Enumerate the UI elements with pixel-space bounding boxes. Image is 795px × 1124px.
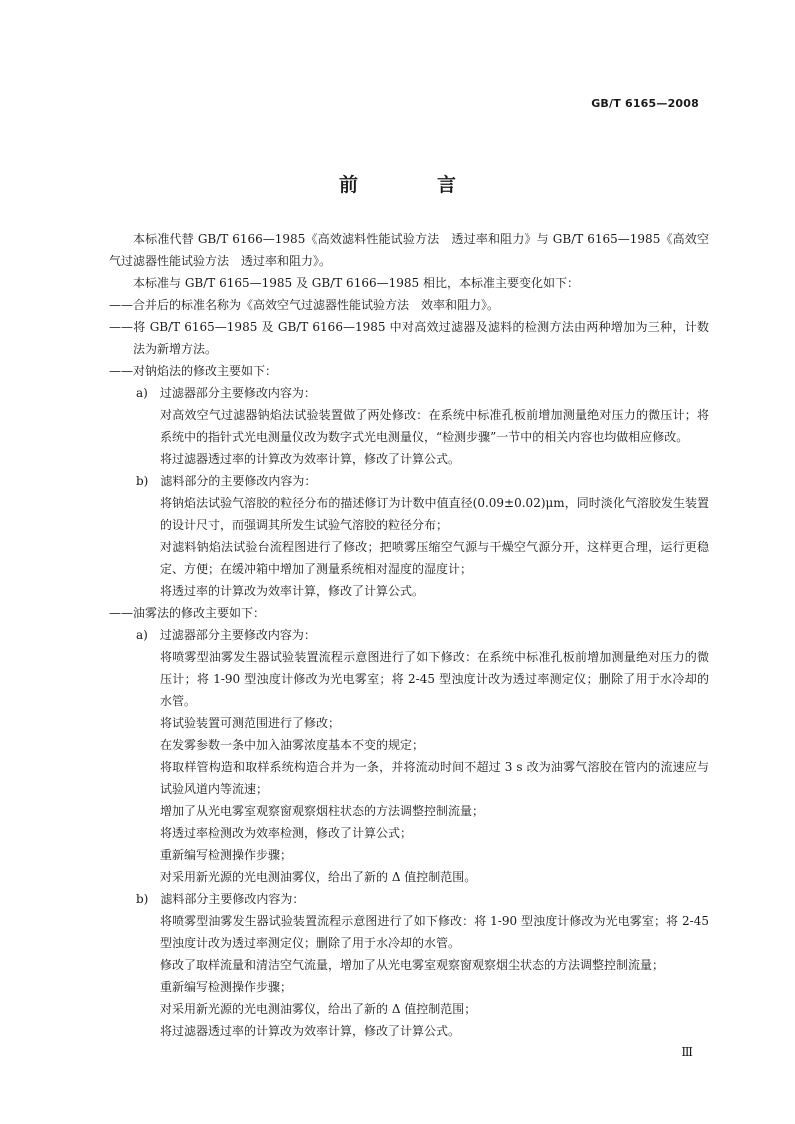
dash-item: ——油雾法的修改主要如下： <box>109 606 266 620</box>
paragraph: 本标准与 GB/T 6165—1985 及 GB/T 6166—1985 相比，本标准主要变化如下： <box>133 276 579 290</box>
page-number: Ⅲ <box>681 1045 693 1059</box>
document-body <box>109 228 709 1042</box>
list-item-text: 增加了从光电雾室观察窗观察烟柱状态的方法调整控制流量； <box>160 804 485 818</box>
list-item: a) 过滤器部分主要修改内容为： <box>136 628 316 642</box>
list-item-text: 在发雾参数一条中加入油雾浓度基本不变的规定； <box>160 738 425 752</box>
list-item-text: 将钠焰法试验气溶胶的粒径分布的描述修订为计数中值直径(0.09±0.02)μm，同时淡化气溶胶发生装置的设计尺寸，而强调其所发生试验气溶胶的粒径分布； <box>160 496 709 532</box>
list-item-text: 对采用新光源的光电测油雾仪，给出了新的 Δ 值控制范围； <box>160 1002 477 1016</box>
dash-item: ——合并后的标准名称为《高效空气过滤器性能试验方法 效率和阻力》。 <box>109 298 500 312</box>
list-item-text: 将过滤器透过率的计算改为效率计算，修改了计算公式。 <box>160 1024 461 1038</box>
list-item-text: 重新编写检测操作步骤； <box>160 980 293 994</box>
list-item-text: 重新编写检测操作步骤； <box>160 848 293 862</box>
list-item-text: 将试验装置可测范围进行了修改； <box>160 716 341 730</box>
list-item-text: 将透过率检测改为效率检测，修改了计算公式； <box>160 826 413 840</box>
standard-number: GB/T 6165—2008 <box>591 97 699 110</box>
list-item-text: 修改了取样流量和清洁空气流量，增加了从光电雾室观察窗观察烟尘状态的方法调整控制流量； <box>160 958 665 972</box>
list-item-text: 将透过率的计算改为效率计算，修改了计算公式。 <box>160 584 425 598</box>
list-item-text: 将取样管构造和取样系统构造合并为一条，并将流动时间不超过 3 s 改为油雾气溶胶在管内的流速应与试验风道内等流速； <box>160 760 709 796</box>
list-item: b) 滤料部分主要修改内容为： <box>136 892 305 906</box>
list-item-text: 对滤料钠焰法试验台流程图进行了修改；把喷雾压缩空气源与干燥空气源分开，这样更合理，运行更稳定、方便；在缓冲箱中增加了测量系统相对湿度的湿度计； <box>160 540 709 576</box>
list-item-text: 对高效空气过滤器钠焰法试验装置做了两处修改：在系统中标准孔板前增加测量绝对压力的微压计；将系统中的指针式光电测量仪改为数字式光电测量仪，“检测步骤”一节中的相关内容也均做相应修改。 <box>160 408 709 444</box>
list-item-text: 对采用新光源的光电测油雾仪，给出了新的 Δ 值控制范围。 <box>160 870 477 884</box>
dash-item: ——对钠焰法的修改主要如下： <box>109 364 278 378</box>
list-item-text: 将过滤器透过率的计算改为效率计算，修改了计算公式。 <box>160 452 461 466</box>
paragraph: 本标准代替 GB/T 6166—1985《高效滤料性能试验方法 透过率和阻力》与 GB/T 6165—1985《高效空气过滤器性能试验方法 透过率和阻力》。 <box>109 232 709 268</box>
list-item: a) 过滤器部分主要修改内容为： <box>136 386 316 400</box>
list-item: b) 滤料部分的主要修改内容为： <box>136 474 317 488</box>
dash-item: ——将 GB/T 6165—1985 及 GB/T 6166—1985 中对高效过滤器及滤料的检测方法由两种增加为三种，计数法为新增方法。 <box>109 320 709 356</box>
list-item-text: 将喷雾型油雾发生器试验装置流程示意图进行了如下修改：在系统中标准孔板前增加测量绝对压力的微压计；将 1-90 型浊度计修改为光电雾室；将 2-45 型浊度计改为透过率测定仪；删除了用于水冷却的水管。 <box>160 650 709 708</box>
list-item-text: 将喷雾型油雾发生器试验装置流程示意图进行了如下修改：将 1-90 型浊度计修改为光电雾室；将 2-45 型浊度计改为透过率测定仪；删除了用于水冷却的水管。 <box>160 914 709 950</box>
page-title: 前 言 <box>338 174 486 196</box>
